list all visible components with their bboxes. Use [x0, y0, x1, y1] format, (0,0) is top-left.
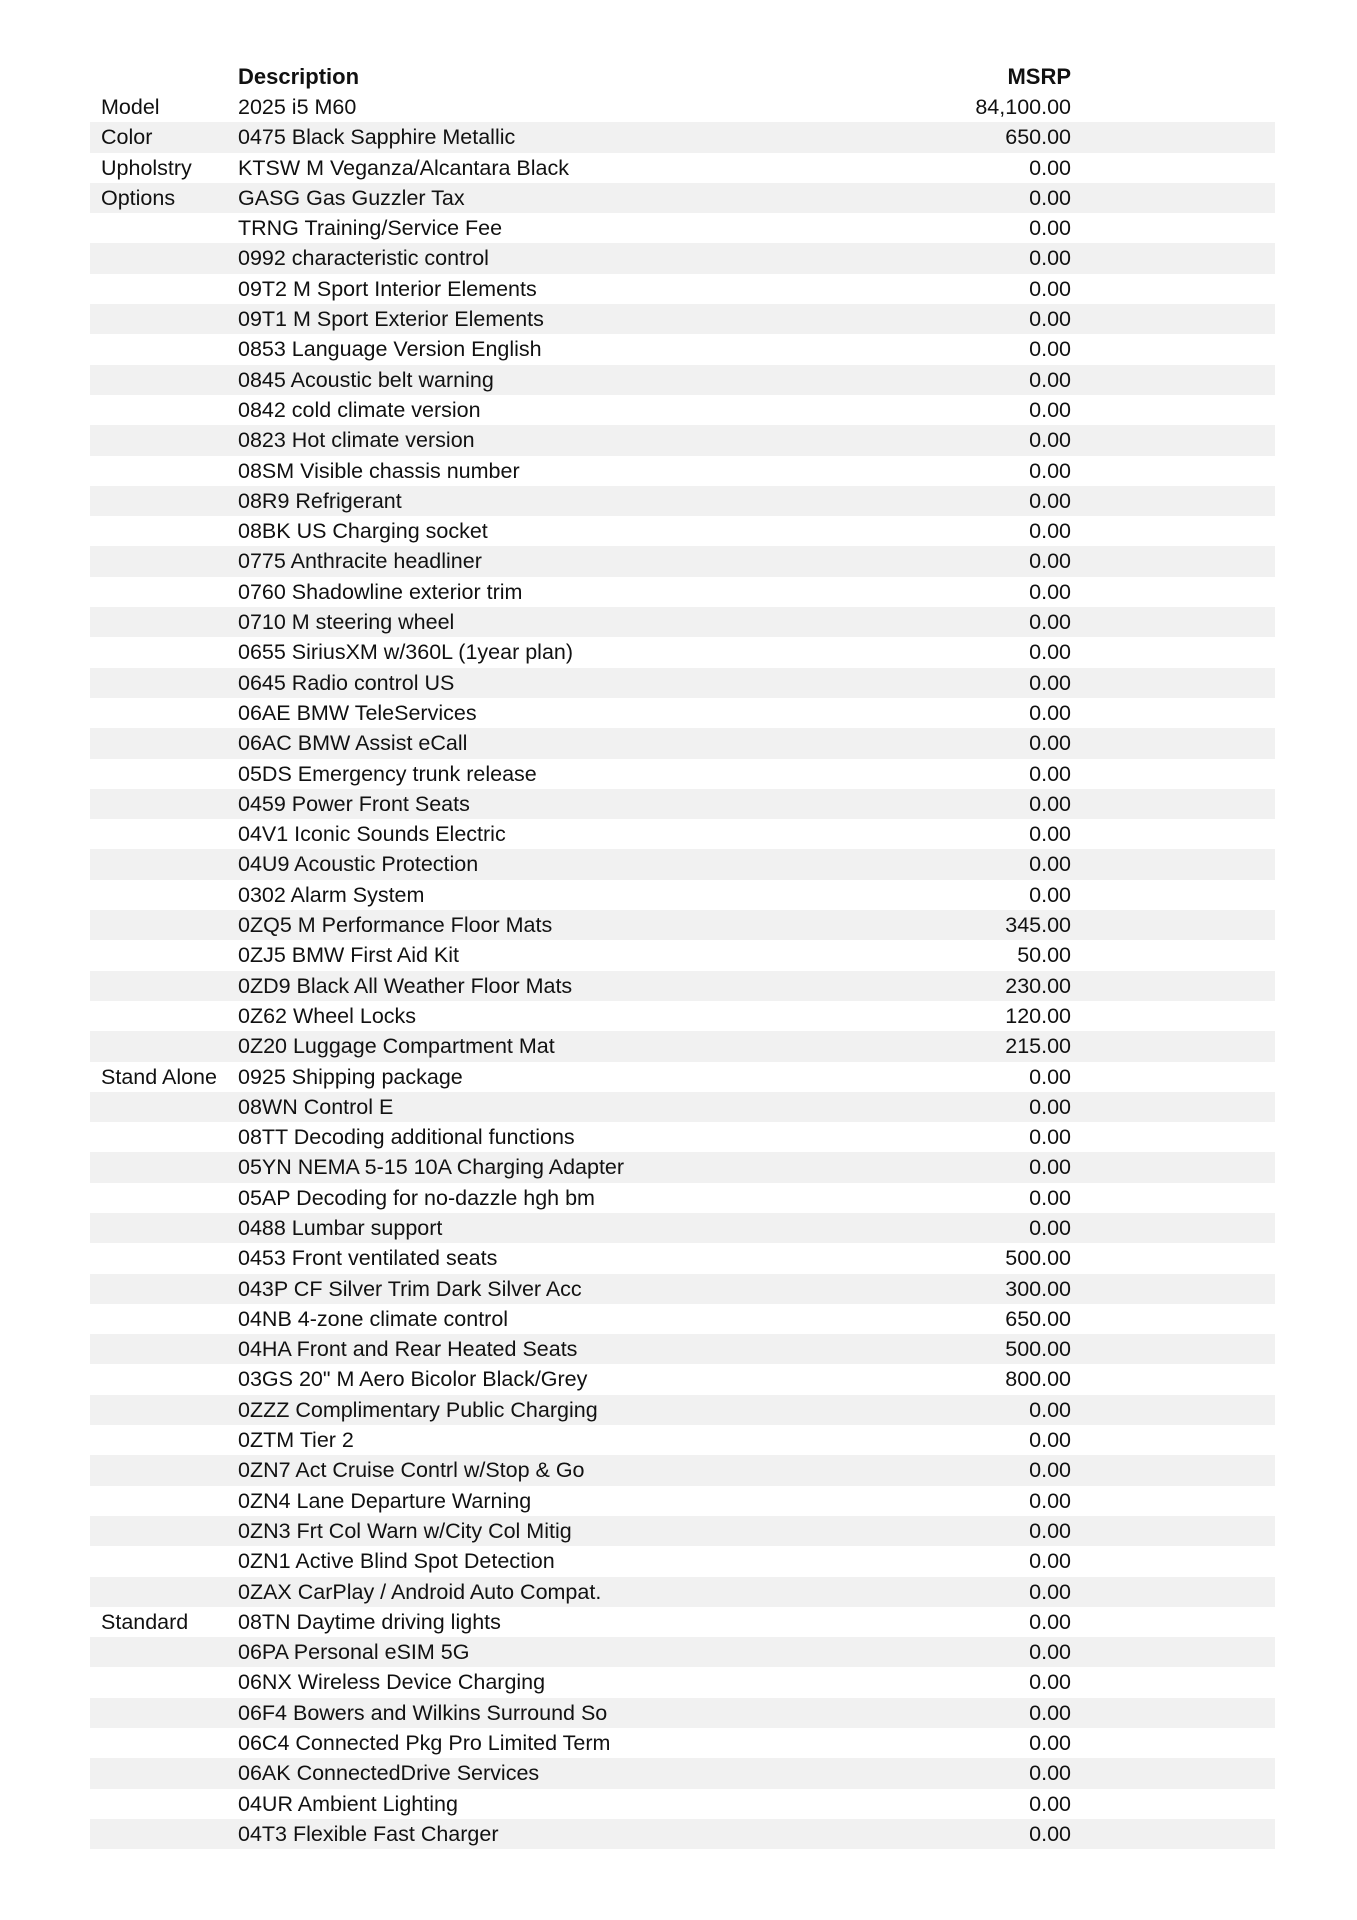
row-description: 0842 cold climate version — [238, 397, 481, 422]
row-description: 06C4 Connected Pkg Pro Limited Term — [238, 1731, 611, 1756]
table-row — [90, 122, 1275, 152]
row-msrp: 84,100.00 — [975, 95, 1071, 119]
row-description: 2025 i5 M60 — [238, 95, 357, 119]
row-description: 08TN Daytime driving lights — [238, 1609, 501, 1634]
table-row — [90, 1728, 1275, 1758]
row-msrp: 0.00 — [1029, 1185, 1071, 1210]
row-category: Model — [101, 95, 160, 119]
row-description: 0ZTM Tier 2 — [238, 1428, 354, 1453]
table-row — [90, 1819, 1275, 1849]
row-msrp: 0.00 — [1029, 700, 1071, 725]
row-description: 0302 Alarm System — [238, 882, 425, 907]
table-row — [90, 1364, 1275, 1394]
table-row — [90, 153, 1275, 183]
row-msrp: 0.00 — [1029, 1549, 1071, 1574]
row-msrp: 650.00 — [1005, 125, 1071, 150]
table-row — [90, 1789, 1275, 1819]
table-row — [90, 819, 1275, 849]
row-description: 0475 Black Sapphire Metallic — [238, 125, 516, 150]
row-msrp: 0.00 — [1029, 822, 1071, 847]
row-msrp: 0.00 — [1029, 1397, 1071, 1422]
row-msrp: 0.00 — [1029, 1155, 1071, 1180]
row-msrp: 0.00 — [1029, 246, 1071, 271]
row-msrp: 0.00 — [1029, 397, 1071, 422]
table-row — [90, 486, 1275, 516]
row-msrp: 0.00 — [1029, 1821, 1071, 1846]
table-row — [90, 1092, 1275, 1122]
row-description: 06NX Wireless Device Charging — [238, 1670, 546, 1695]
row-msrp: 0.00 — [1029, 610, 1071, 635]
row-msrp: 0.00 — [1029, 1761, 1071, 1786]
table-row — [90, 728, 1275, 758]
row-description: 0925 Shipping package — [238, 1064, 463, 1089]
table-row — [90, 1213, 1275, 1243]
row-msrp: 120.00 — [1005, 1003, 1071, 1028]
row-description: 06F4 Bowers and Wilkins Surround So — [238, 1700, 608, 1725]
table-row — [90, 516, 1275, 546]
row-msrp: 0.00 — [1029, 791, 1071, 816]
table-row — [90, 274, 1275, 304]
row-description: 05YN NEMA 5-15 10A Charging Adapter — [238, 1155, 625, 1180]
row-description: 09T2 M Sport Interior Elements — [238, 276, 537, 301]
row-msrp: 0.00 — [1029, 337, 1071, 362]
msrp-table — [90, 62, 1275, 1849]
table-row — [90, 1546, 1275, 1576]
row-msrp: 0.00 — [1029, 1488, 1071, 1513]
row-msrp: 0.00 — [1029, 1579, 1071, 1604]
row-description: 0Z62 Wheel Locks — [238, 1003, 417, 1028]
row-description: 0823 Hot climate version — [238, 428, 475, 453]
table-row — [90, 1637, 1275, 1667]
row-description: 0760 Shadowline exterior trim — [238, 579, 523, 604]
row-description: 08SM Visible chassis number — [238, 458, 520, 483]
row-msrp: 0.00 — [1029, 1640, 1071, 1665]
row-msrp: 0.00 — [1029, 670, 1071, 695]
table-row — [90, 1062, 1275, 1092]
row-description: 08TT Decoding additional functions — [238, 1125, 575, 1150]
row-description: 0ZQ5 M Performance Floor Mats — [238, 913, 553, 938]
row-msrp: 0.00 — [1029, 579, 1071, 604]
table-row — [90, 546, 1275, 576]
table-row — [90, 395, 1275, 425]
table-row — [90, 1395, 1275, 1425]
table-row — [90, 1516, 1275, 1546]
table-row — [90, 183, 1275, 213]
row-msrp: 0.00 — [1029, 276, 1071, 301]
row-msrp: 0.00 — [1029, 367, 1071, 392]
row-description: 04NB 4-zone climate control — [238, 1306, 509, 1331]
table-row — [90, 849, 1275, 879]
row-msrp: 0.00 — [1029, 458, 1071, 483]
row-msrp: 0.00 — [1029, 1700, 1071, 1725]
row-msrp: 345.00 — [1005, 913, 1071, 938]
row-description: 0Z20 Luggage Compartment Mat — [238, 1034, 555, 1059]
row-msrp: 230.00 — [1005, 973, 1071, 998]
row-msrp: 0.00 — [1029, 185, 1071, 210]
row-msrp: 0.00 — [1029, 1094, 1071, 1119]
row-description: 0655 SiriusXM w/360L (1year plan) — [238, 640, 574, 665]
table-row — [90, 213, 1275, 243]
table-row — [90, 1698, 1275, 1728]
table-row — [90, 1274, 1275, 1304]
row-description: 04T3 Flexible Fast Charger — [238, 1821, 499, 1846]
table-row — [90, 1577, 1275, 1607]
table-row — [90, 789, 1275, 819]
row-description: 06AE BMW TeleServices — [238, 700, 477, 725]
row-description: 0ZZZ Complimentary Public Charging — [238, 1397, 598, 1422]
row-category: Stand Alone — [101, 1064, 217, 1089]
row-msrp: 0.00 — [1029, 1215, 1071, 1240]
row-category: Standard — [101, 1609, 189, 1634]
row-description: 043P CF Silver Trim Dark Silver Acc — [238, 1276, 582, 1301]
row-description: 04U9 Acoustic Protection — [238, 852, 479, 877]
row-description: 0488 Lumbar support — [238, 1215, 443, 1240]
row-description: 09T1 M Sport Exterior Elements — [238, 307, 544, 332]
row-description: 0775 Anthracite headliner — [238, 549, 482, 574]
row-description: GASG Gas Guzzler Tax — [238, 185, 465, 210]
row-msrp: 0.00 — [1029, 852, 1071, 877]
row-category: Upholstry — [101, 155, 192, 180]
table-row — [90, 243, 1275, 273]
row-msrp: 0.00 — [1029, 882, 1071, 907]
row-msrp: 500.00 — [1005, 1337, 1071, 1362]
row-category: Options — [101, 185, 176, 210]
table-row — [90, 910, 1275, 940]
row-msrp: 215.00 — [1005, 1034, 1071, 1059]
row-category: Color — [101, 125, 153, 150]
row-msrp: 300.00 — [1005, 1276, 1071, 1301]
row-description: 08BK US Charging socket — [238, 519, 488, 544]
row-description: 0645 Radio control US — [238, 670, 455, 695]
row-description: 03GS 20" M Aero Bicolor Black/Grey — [238, 1367, 588, 1392]
row-description: 08R9 Refrigerant — [238, 488, 402, 513]
row-msrp: 800.00 — [1005, 1367, 1071, 1392]
row-msrp: 0.00 — [1029, 1731, 1071, 1756]
row-description: 0ZN3 Frt Col Warn w/City Col Mitig — [238, 1518, 572, 1543]
table-row — [90, 1607, 1275, 1637]
table-row — [90, 637, 1275, 667]
row-description: 0459 Power Front Seats — [238, 791, 470, 816]
table-row — [90, 92, 1275, 122]
row-msrp: 50.00 — [1017, 943, 1071, 968]
description-header: Description — [238, 64, 360, 89]
row-msrp: 0.00 — [1029, 731, 1071, 756]
msrp-header: MSRP — [1007, 64, 1071, 89]
table-row — [90, 304, 1275, 334]
row-msrp: 0.00 — [1029, 640, 1071, 665]
row-msrp: 0.00 — [1029, 549, 1071, 574]
table-header — [90, 62, 1275, 92]
table-row — [90, 365, 1275, 395]
table-body — [90, 92, 1275, 1849]
row-description: 0710 M steering wheel — [238, 610, 455, 635]
table-row — [90, 577, 1275, 607]
table-row — [90, 1425, 1275, 1455]
table-row — [90, 1667, 1275, 1697]
row-msrp: 0.00 — [1029, 216, 1071, 241]
row-description: 08WN Control E — [238, 1094, 394, 1119]
table-row — [90, 1183, 1275, 1213]
row-description: 05DS Emergency trunk release — [238, 761, 537, 786]
row-description: 04V1 Iconic Sounds Electric — [238, 822, 506, 847]
row-msrp: 0.00 — [1029, 307, 1071, 332]
row-description: 04HA Front and Rear Heated Seats — [238, 1337, 578, 1362]
row-description: 0ZAX CarPlay / Android Auto Compat. — [238, 1579, 602, 1604]
row-description: 0ZJ5 BMW First Aid Kit — [238, 943, 460, 968]
table-row — [90, 1122, 1275, 1152]
row-description: 04UR Ambient Lighting — [238, 1791, 458, 1816]
table-row — [90, 607, 1275, 637]
row-description: 06AC BMW Assist eCall — [238, 731, 468, 756]
row-msrp: 0.00 — [1029, 1064, 1071, 1089]
row-description: 05AP Decoding for no-dazzle hgh bm — [238, 1185, 595, 1210]
table-row — [90, 668, 1275, 698]
row-msrp: 0.00 — [1029, 1125, 1071, 1150]
row-msrp: 0.00 — [1029, 519, 1071, 544]
row-msrp: 0.00 — [1029, 428, 1071, 453]
table-row — [90, 759, 1275, 789]
row-msrp: 0.00 — [1029, 1458, 1071, 1483]
table-row — [90, 971, 1275, 1001]
row-msrp: 0.00 — [1029, 1791, 1071, 1816]
table-row — [90, 425, 1275, 455]
row-description: 0ZN4 Lane Departure Warning — [238, 1488, 532, 1513]
row-description: 06AK ConnectedDrive Services — [238, 1761, 540, 1786]
row-msrp: 0.00 — [1029, 1609, 1071, 1634]
table-row — [90, 698, 1275, 728]
table-row — [90, 1243, 1275, 1273]
table-row — [90, 456, 1275, 486]
row-msrp: 0.00 — [1029, 1518, 1071, 1543]
table-row — [90, 1334, 1275, 1364]
table-row — [90, 880, 1275, 910]
row-description: 0845 Acoustic belt warning — [238, 367, 494, 392]
table-row — [90, 334, 1275, 364]
table-row — [90, 1031, 1275, 1061]
row-description: 0ZN7 Act Cruise Contrl w/Stop & Go — [238, 1458, 585, 1483]
row-msrp: 0.00 — [1029, 1670, 1071, 1695]
row-description: 0992 characteristic control — [238, 246, 489, 271]
row-description: 0ZD9 Black All Weather Floor Mats — [238, 973, 573, 998]
row-msrp: 0.00 — [1029, 1428, 1071, 1453]
row-msrp: 650.00 — [1005, 1306, 1071, 1331]
table-row — [90, 1486, 1275, 1516]
row-description: 06PA Personal eSIM 5G — [238, 1640, 470, 1665]
table-row — [90, 1001, 1275, 1031]
row-msrp: 0.00 — [1029, 488, 1071, 513]
table-row — [90, 1455, 1275, 1485]
row-msrp: 0.00 — [1029, 155, 1071, 180]
row-description: 0453 Front ventilated seats — [238, 1246, 498, 1271]
row-msrp: 0.00 — [1029, 761, 1071, 786]
table-row — [90, 1304, 1275, 1334]
row-description: TRNG Training/Service Fee — [238, 216, 503, 241]
table-row — [90, 1758, 1275, 1788]
table-row — [90, 1152, 1275, 1182]
row-description: 0853 Language Version English — [238, 337, 542, 362]
row-msrp: 500.00 — [1005, 1246, 1071, 1271]
row-description: 0ZN1 Active Blind Spot Detection — [238, 1549, 555, 1574]
table-row — [90, 940, 1275, 970]
row-description: KTSW M Veganza/Alcantara Black — [238, 155, 570, 180]
